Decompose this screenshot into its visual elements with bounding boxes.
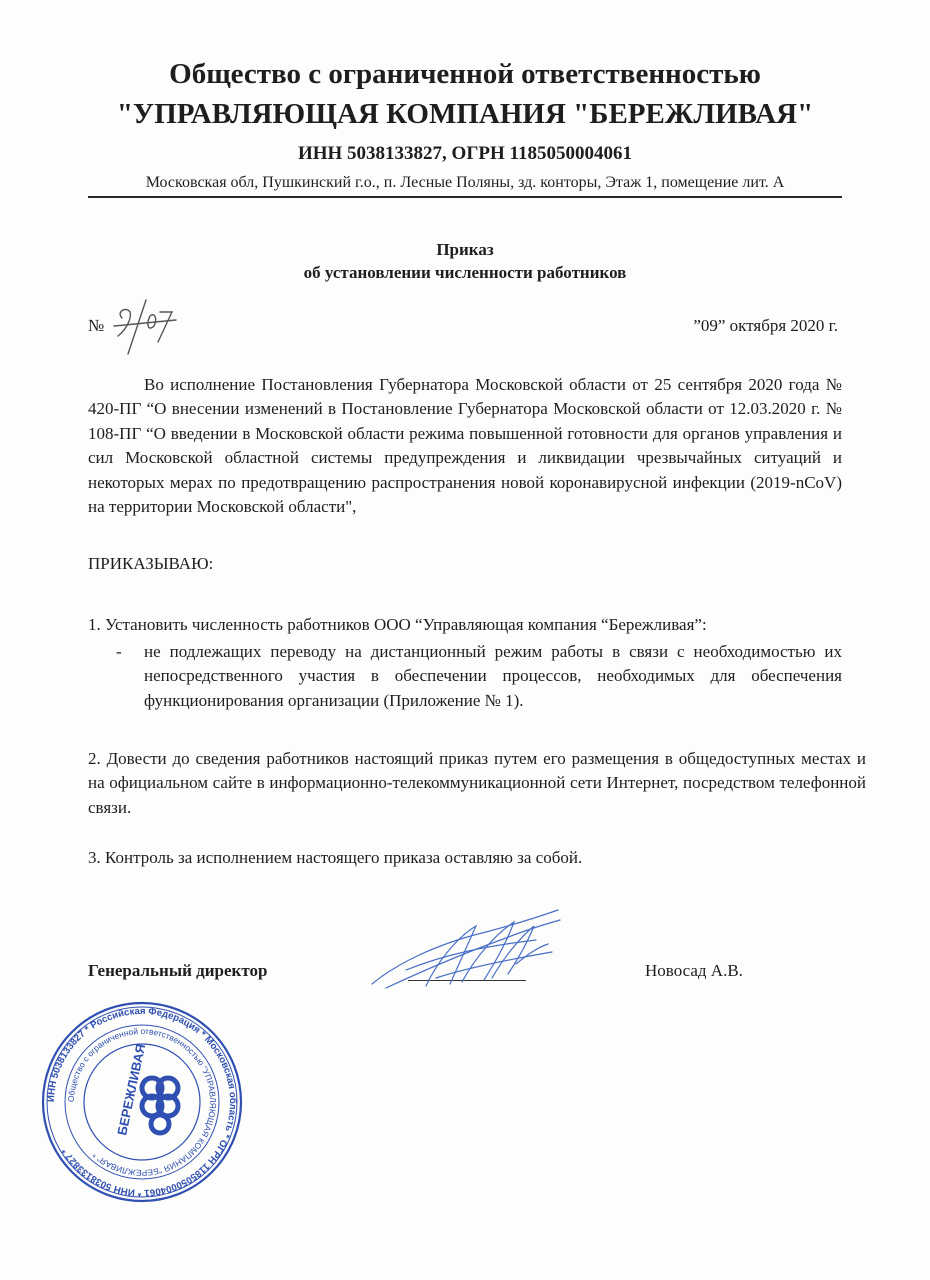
- organization-name-line1: Общество с ограниченной ответственностью: [169, 58, 761, 90]
- signatory-role: Генеральный директор: [88, 961, 268, 980]
- company-seal: [40, 1000, 244, 1204]
- organization-name-line2: "УПРАВЛЯЮЩАЯ КОМПАНИЯ "БЕРЕЖЛИВАЯ": [116, 98, 814, 130]
- document-title: Приказ: [436, 240, 494, 259]
- list-dash: -: [116, 642, 122, 661]
- seal-inner-ring-text: Общество с ограниченной ответственностью "УПРАВЛЯЮЩАЯ КОМПАНИЯ "БЕРЕЖЛИВАЯ" *: [65, 1025, 219, 1179]
- document-subtitle: об установлении численности работников: [303, 263, 627, 282]
- order-heading: ПРИКАЗЫВАЮ:: [88, 554, 214, 573]
- document-number-sign: №: [88, 316, 105, 335]
- seal-center-text: БЕРЕЖЛИВАЯ: [114, 1042, 149, 1137]
- organization-address: Московская обл, Пушкинский г.о., п. Лесные Поляны, зд. конторы, Этаж 1, помещение лит. А: [145, 174, 785, 191]
- preamble-paragraph: Во исполнение Постановления Губернатора Московской области от 25 сентября 2020 года № 420-ПГ “О внесении изменений в Постановление Губернатора Московской области от 12.03.2020 г. № 108-ПГ “О введении в Московской области режима повышенной готовности для органов управления и сил Московской областной системы предупреждения и ликвидации чрезвычайных ситуаций и некоторых мерах по предотвращению распространения новой коронавирусной инфекции (2019-nCoV) на территории Московской области",: [88, 375, 842, 517]
- document-date: ”09” октября 2020 г.: [693, 316, 838, 335]
- signatory-name: Новосад А.В.: [645, 961, 743, 980]
- order-item-1-subitem: не подлежащих переводу на дистанционный режим работы в связи с необходимостью их непосредственного участия в обеспечении процессов, необходимых для обеспечения функционирования организации (Приложение № 1).: [144, 642, 842, 710]
- order-item-3: 3. Контроль за исполнением настоящего приказа оставляю за собой.: [88, 848, 583, 867]
- seal-logo: [142, 1078, 178, 1133]
- order-item-2: 2. Довести до сведения работников настоящий приказ путем его размещения в общедоступных местах и на официальном сайте в информационно-телекоммуникационной сети Интернет, посредством телефонной связи.: [88, 749, 866, 817]
- document-number-handwritten: [106, 296, 186, 356]
- header-divider: [88, 196, 842, 198]
- handwritten-signature: [366, 904, 566, 994]
- order-item-1: 1. Установить численность работников ООО “Управляющая компания “Бережливая”:: [88, 615, 707, 634]
- organization-ids: ИНН 5038133827, ОГРН 1185050004061: [297, 143, 633, 164]
- seal-outer-ring-text: ИНН 5038133827 * Российская Федерация * Московская область * ОГРН 1185050004061 * ИНН 5038133827 *: [45, 1005, 239, 1199]
